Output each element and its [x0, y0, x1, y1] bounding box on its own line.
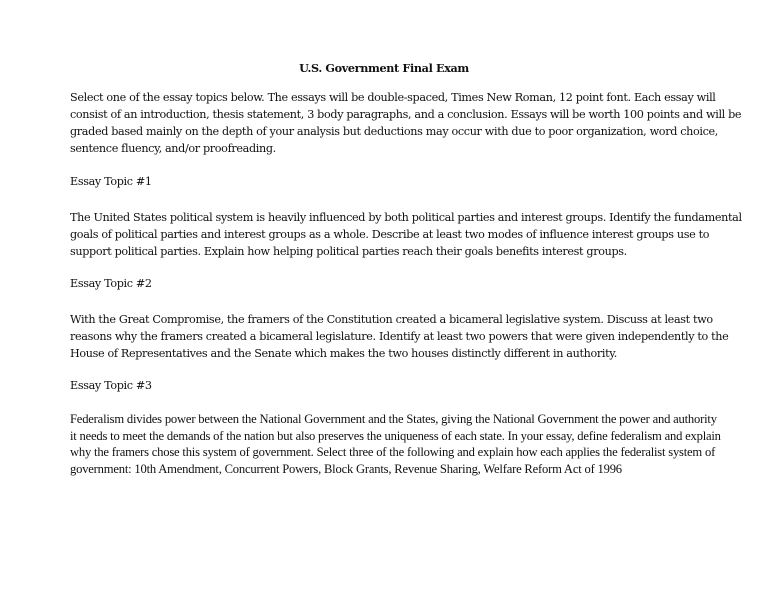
topic-3-paragraph [70, 411, 760, 478]
text-line: House of Representatives and the Senate which makes the two houses distinctly different in authority. [70, 347, 617, 360]
text-line: Select one of the essay topics below. The essays will be double-spaced, Times New Roman, 12 point font. Each essay will [70, 91, 716, 104]
topic-2-heading: Essay Topic #2 [70, 277, 152, 290]
text-line: government: 10th Amendment, Concurrent Powers, Block Grants, Revenue Sharing, Welfare Reform Act of 1996 [70, 462, 622, 477]
topic-1-heading: Essay Topic #1 [70, 175, 152, 188]
document-title: U.S. Government Final Exam [299, 61, 469, 75]
text-line: it needs to meet the demands of the nation but also preserves the uniqueness of each state. In your essay, define federalism and explain [70, 428, 721, 443]
instructions-paragraph [70, 89, 760, 157]
text-line: With the Great Compromise, the framers of the Constitution created a bicameral legislative system. Discuss at least two [70, 313, 713, 326]
topic-3-heading: Essay Topic #3 [70, 379, 152, 392]
text-line: consist of an introduction, thesis statement, 3 body paragraphs, and a conclusion. Essays will be worth 100 points and will be [70, 108, 742, 121]
topic-1-paragraph [70, 209, 760, 260]
text-line: why the framers chose this system of government. Select three of the following and explain how each applies the federalist system of [70, 445, 716, 460]
text-line: support political parties. Explain how helping political parties reach their goals benefits interest groups. [70, 245, 627, 258]
text-line: The United States political system is heavily influenced by both political parties and interest groups. Identify the fundamental [70, 211, 742, 224]
text-line: goals of political parties and interest groups as a whole. Describe at least two modes of influence interest groups use to [70, 228, 710, 241]
text-line: reasons why the framers created a bicameral legislature. Identify at least two powers that were given independently to the [70, 330, 729, 343]
text-line: sentence fluency, and/or proofreading. [70, 142, 276, 155]
topic-2-paragraph [70, 311, 760, 362]
text-line: Federalism divides power between the National Government and the States, giving the National Government the power and authority [70, 412, 717, 426]
text-line: graded based mainly on the depth of your analysis but deductions may occur with due to poor organization, word choice, [70, 125, 718, 138]
